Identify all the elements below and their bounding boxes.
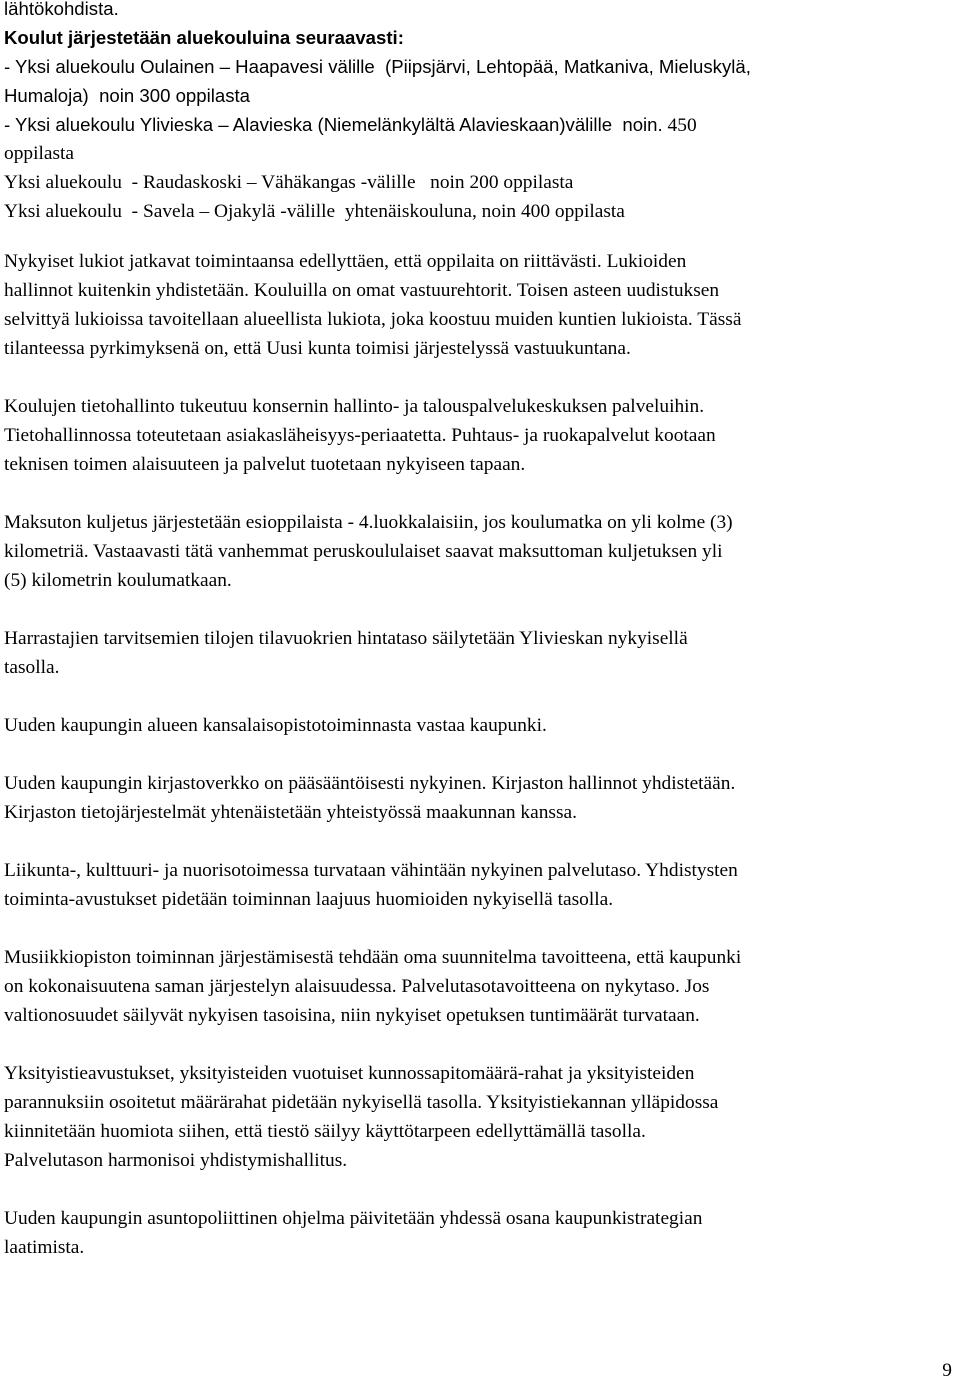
text-fragment: - Yksi aluekoulu Ylivieska – Alavieska (Niemelänkylältä Alavieskaan)välille noin.: [4, 114, 663, 135]
page-number: 9: [942, 1360, 952, 1381]
text-line: kilometriä. Vastaavasti tätä vanhemmat peruskoululaiset saavat maksuttoman kuljetuksen yli: [4, 541, 723, 562]
text-line: kiinnitetään huomiota siihen, että tiestö säilyy käyttötarpeen edellyttämällä tasolla.: [4, 1121, 646, 1142]
text-line: [4, 110, 954, 139]
text-line: Musiikkiopiston toiminnan järjestämisestä tehdään oma suunnitelma tavoitteena, että kaupunki: [4, 947, 742, 968]
text-line: Humaloja) noin 300 oppilasta: [4, 85, 251, 106]
text-line: valtionosuudet säilyvät nykyisen tasoisina, niin nykyiset opetuksen tuntimäärät turvataan.: [4, 1005, 700, 1026]
text-line: Yksityistieavustukset, yksityisteiden vuotuiset kunnossapitomäärä-rahat ja yksityisteiden: [4, 1063, 695, 1084]
text-line: Maksuton kuljetus järjestetään esioppilaista - 4.luokkalaisiin, jos koulumatka on yli kolme (3): [4, 512, 733, 533]
text-line: teknisen toimen alaisuuteen ja palvelut tuotetaan nykyiseen tapaan.: [4, 454, 526, 475]
text-line: hallinnot kuitenkin yhdistetään. Kouluilla on omat vastuurehtorit. Toisen asteen uudistuksen: [4, 280, 720, 301]
text-line: Harrastajien tarvitsemien tilojen tilavuokrien hintataso säilytetään Ylivieskan nykyisellä: [4, 628, 688, 649]
text-line: laatimista.: [4, 1237, 85, 1258]
text-line: (5) kilometrin koulumatkaan.: [4, 570, 232, 591]
text-line: Yksi aluekoulu - Savela – Ojakylä -välille yhtenäiskouluna, noin 400 oppilasta: [4, 201, 625, 222]
text-line: Uuden kaupungin alueen kansalaisopistotoiminnasta vastaa kaupunki.: [4, 715, 547, 736]
text-line: Liikunta-, kulttuuri- ja nuorisotoimessa turvataan vähintään nykyinen palvelutaso. Yhdistysten: [4, 860, 738, 881]
paragraph-tietohallinto: [4, 392, 954, 479]
text-line: Koulujen tietohallinto tukeutuu konsernin hallinto- ja talouspalvelukeskuksen palveluihin.: [4, 396, 705, 417]
text-line: toiminta-avustukset pidetään toiminnan laajuus huomioiden nykyisellä tasolla.: [4, 889, 614, 910]
text-fragment: 450: [662, 115, 697, 136]
paragraph-harrastajat: [4, 624, 954, 682]
paragraph-kirjasto: [4, 769, 954, 827]
text-line: Kirjaston tietojärjestelmät yhtenäistetään yhteistyössä maakunnan kanssa.: [4, 802, 577, 823]
paragraph-kuljetus: [4, 508, 954, 595]
paragraph-liikunta: [4, 856, 954, 914]
text-line: selvittyä lukioissa tavoitellaan alueellista lukiota, joka koostuu muiden kuntien lukioista. Tässä: [4, 309, 742, 330]
text-line: lähtökohdista.: [4, 0, 119, 19]
text-line: tasolla.: [4, 657, 60, 678]
text-line: on kokonaisuutena saman järjestelyn alaisuudessa. Palvelutasotavoitteena on nykytaso. Jos: [4, 976, 710, 997]
text-line: parannuksiin osoitetut määrärahat pidetään nykyisellä tasolla. Yksityistiekannan ylläpidossa: [4, 1092, 719, 1113]
text-line: Nykyiset lukiot jatkavat toimintaansa edellyttäen, että oppilaita on riittävästi. Lukioiden: [4, 251, 687, 272]
text-line: tilanteessa pyrkimyksenä on, että Uusi kunta toimisi järjestelyssä vastuukuntana.: [4, 338, 631, 359]
document-page: [4, 0, 954, 1262]
text-line: oppilasta: [4, 143, 75, 164]
text-line: - Yksi aluekoulu Oulainen – Haapavesi välille (Piipsjärvi, Lehtopää, Matkaniva, Mieluskylä,: [4, 56, 751, 77]
text-line: Yksi aluekoulu - Raudaskoski – Vähäkangas -välille noin 200 oppilasta: [4, 172, 574, 193]
section-heading: Koulut järjestetään aluekouluina seuraavasti:: [4, 27, 404, 48]
paragraph-yksityistiet: [4, 1059, 954, 1175]
text-line: Tietohallinnossa toteutetaan asiakasläheisyys-periaatetta. Puhtaus- ja ruokapalvelut kootaan: [4, 425, 716, 446]
paragraph-asuntopolitiikka: [4, 1204, 954, 1262]
paragraph-lukiot: [4, 247, 954, 363]
paragraph-musiikkiopisto: [4, 943, 954, 1030]
text-line: Palvelutason harmonisoi yhdistymishallitus.: [4, 1150, 348, 1171]
text-line: Uuden kaupungin kirjastoverkko on pääsääntöisesti nykyinen. Kirjaston hallinnot yhdistetään.: [4, 773, 736, 794]
paragraph-kansalaisopisto: [4, 711, 954, 740]
text-line: Uuden kaupungin asuntopoliittinen ohjelma päivitetään yhdessä osana kaupunkistrategian: [4, 1208, 703, 1229]
